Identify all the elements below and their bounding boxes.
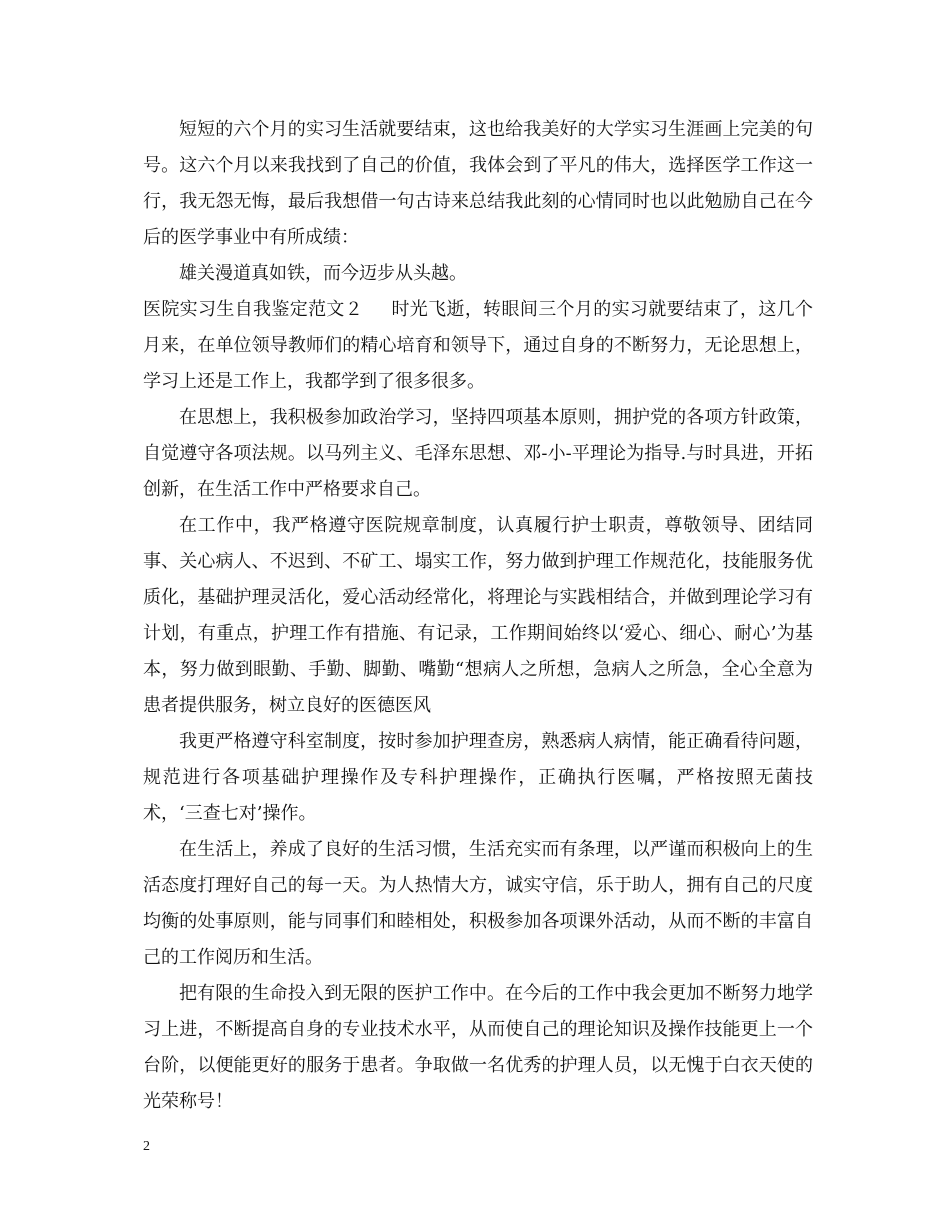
page-number: 2 [143, 1139, 150, 1154]
paragraph-1: 短短的六个月的实习生活就要结束，这也给我美好的大学实习生涯画上完美的句号。这六个月以来我找到了自己的价值，我体会到了平凡的伟大，选择医学工作这一行，我无怨无悔，最后我想借一句古诗来总结我此刻的心情同时也以此勉励自己在今后的医学事业中有所成绩： [143, 119, 813, 248]
paragraph-thought: 在思想上，我积极参加政治学习，坚持四项基本原则，拥护党的各项方针政策，自觉遵守各项法规。以马列主义、毛泽东思想、邓-小-平理论为指导.与时具进，开拓创新，在生活工作中严格要求自己。 [143, 407, 813, 500]
document-body [143, 112, 813, 1120]
section-intro [143, 292, 813, 400]
paragraph-conclusion: 把有限的生命投入到无限的医护工作中。在今后的工作中我会更加不断努力地学习上进，不断提高自身的专业技术水平，从而使自己的理论知识及操作技能更上一个台阶，以便能更好的服务于患者。争取做一名优秀的护理人员，以无愧于白衣天使的光荣称号！ [143, 983, 813, 1112]
paragraph-life: 在生活上，养成了良好的生活习惯，生活充实而有条理，以严谨而积极向上的生活态度打理好自己的每一天。为人热情大方，诚实守信，乐于助人，拥有自己的尺度均衡的处事原则，能与同事们和睦相处，积极参加各项课外活动，从而不断的丰富自己的工作阅历和生活。 [143, 839, 813, 968]
section-title: 医院实习生自我鉴定范文２ [143, 299, 364, 320]
poem-line: 雄关漫道真如铁，而今迈步从头越。 [179, 263, 467, 284]
paragraph-work: 在工作中，我严格遵守医院规章制度，认真履行护士职责，尊敬领导、团结同事、关心病人、不迟到、不矿工、塌实工作，努力做到护理工作规范化，技能服务优质化，基础护理灵活化，爱心活动经常化，将理论与实践相结合，并做到理论学习有计划，有重点，护理工作有措施、有记录，工作期间始终以‘爱心、细心、耐心’为基本，努力做到眼勤、手勤、脚勤、嘴勤“想病人之所想，急病人之所急，全心全意为患者提供服务，树立良好的医德医风 [143, 515, 813, 716]
paragraph-department: 我更严格遵守科室制度，按时参加护理查房，熟悉病人病情，能正确看待问题，规范进行各项基础护理操作及专科护理操作，正确执行医嘱，严格按照无菌技术，‘三查七对’操作。 [143, 731, 813, 824]
section-text: 时光飞逝，转眼间三个月的实习就要结束了，这几个月来，在单位领导教师们的精心培育和领导下，通过自身的不断努力，无论思想上，学习上还是工作上，我都学到了很多很多。 [143, 299, 814, 392]
